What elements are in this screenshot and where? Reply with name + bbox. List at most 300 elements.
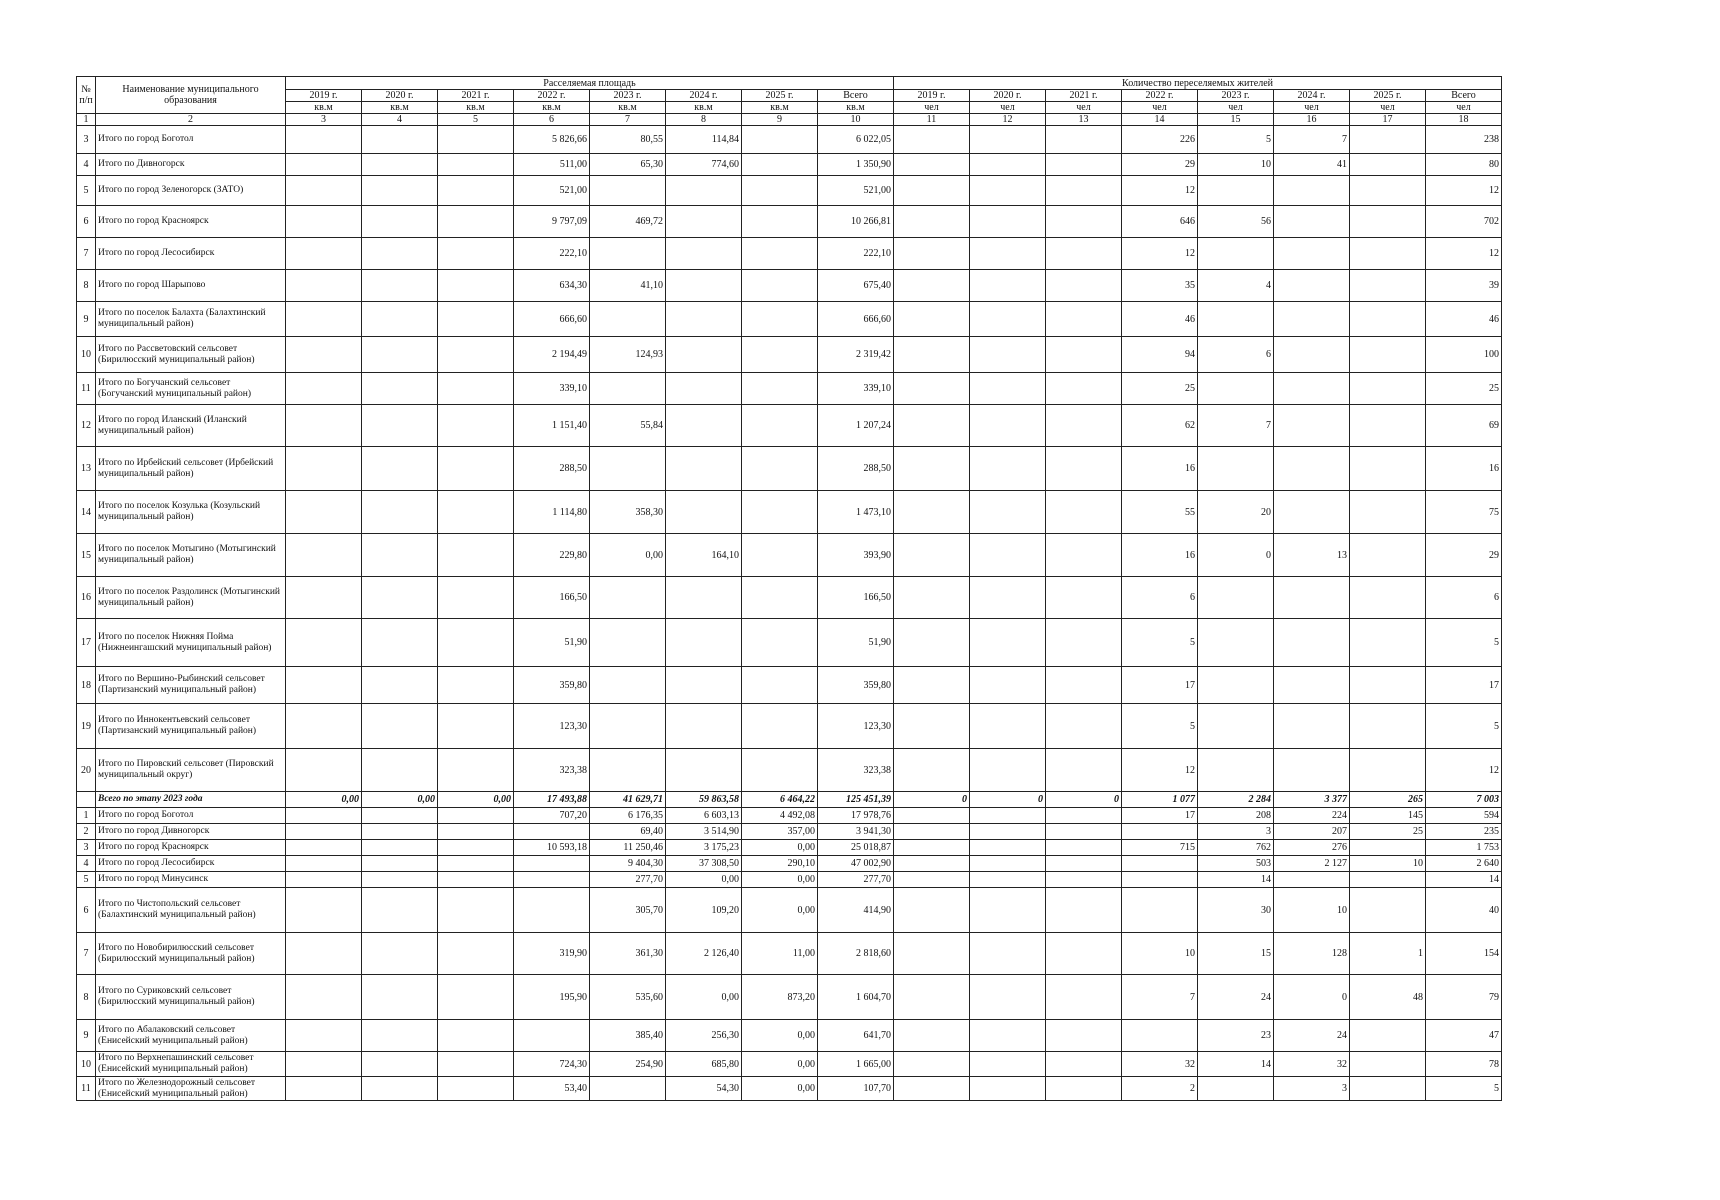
area-value: 385,40 [590, 1020, 666, 1052]
people-value [970, 176, 1046, 206]
people-value [1350, 405, 1426, 447]
people-value: 12 [1122, 238, 1198, 270]
people-value: 14 [1198, 1052, 1274, 1077]
area-value: 359,80 [514, 667, 590, 704]
area-value [362, 1077, 438, 1101]
column-index: 9 [742, 114, 818, 126]
area-value [286, 302, 362, 337]
municipality-name: Итого по город Красноярск [96, 206, 286, 238]
area-value [742, 577, 818, 619]
area-value: 10 593,18 [514, 840, 590, 856]
column-index: 6 [514, 114, 590, 126]
people-value: 14 [1426, 872, 1502, 888]
municipality-name: Итого по город Красноярск [96, 840, 286, 856]
people-value: 12 [1426, 749, 1502, 792]
people-value [1198, 704, 1274, 749]
area-value: 0,00 [742, 1020, 818, 1052]
year-header: 2021 г. [438, 90, 514, 102]
row-number: 15 [77, 534, 96, 577]
table-row [77, 840, 1502, 856]
area-value [742, 337, 818, 373]
people-value: 12 [1122, 176, 1198, 206]
people-value [1198, 1077, 1274, 1101]
area-value [362, 808, 438, 824]
area-value [286, 238, 362, 270]
municipality-name: Итого по город Лесосибирск [96, 238, 286, 270]
people-value: 3 [1274, 1077, 1350, 1101]
area-value: 724,30 [514, 1052, 590, 1077]
people-value: 5 [1426, 1077, 1502, 1101]
people-value: 32 [1122, 1052, 1198, 1077]
people-value: 10 [1198, 154, 1274, 176]
area-value [286, 704, 362, 749]
people-value [970, 808, 1046, 824]
people-value: 3 377 [1274, 792, 1350, 808]
column-index: 2 [96, 114, 286, 126]
people-value [970, 824, 1046, 840]
area-value: 6 603,13 [666, 808, 742, 824]
area-value: 123,30 [818, 704, 894, 749]
area-value [514, 872, 590, 888]
table-row [77, 749, 1502, 792]
people-value [1046, 534, 1122, 577]
year-header: 2023 г. [590, 90, 666, 102]
area-value: 195,90 [514, 975, 590, 1020]
people-value [1046, 206, 1122, 238]
area-value: 393,90 [818, 534, 894, 577]
people-value [1046, 337, 1122, 373]
row-number: 2 [77, 824, 96, 840]
area-value [286, 206, 362, 238]
unit-header: кв.м [514, 102, 590, 114]
people-value [1046, 1077, 1122, 1101]
area-value [438, 405, 514, 447]
people-value [1046, 270, 1122, 302]
table-row [77, 1052, 1502, 1077]
area-value: 222,10 [514, 238, 590, 270]
people-value [1046, 405, 1122, 447]
area-value: 0,00 [742, 872, 818, 888]
people-value [894, 126, 970, 154]
area-value: 164,10 [666, 534, 742, 577]
year-header: 2020 г. [362, 90, 438, 102]
people-value: 646 [1122, 206, 1198, 238]
people-value [1274, 373, 1350, 405]
area-value: 1 604,70 [818, 975, 894, 1020]
unit-header: чел [1122, 102, 1198, 114]
table-row [77, 302, 1502, 337]
people-value: 12 [1122, 749, 1198, 792]
area-value [666, 405, 742, 447]
people-value: 17 [1426, 667, 1502, 704]
people-value [1046, 749, 1122, 792]
area-value: 1 665,00 [818, 1052, 894, 1077]
area-value: 357,00 [742, 824, 818, 840]
people-value [1046, 1020, 1122, 1052]
area-value: 2 194,49 [514, 337, 590, 373]
area-value [286, 577, 362, 619]
unit-header: чел [1426, 102, 1502, 114]
people-value [1350, 888, 1426, 933]
people-value [1046, 824, 1122, 840]
area-value [666, 337, 742, 373]
people-value: 39 [1426, 270, 1502, 302]
people-value [970, 1052, 1046, 1077]
people-value [1274, 405, 1350, 447]
area-value [438, 840, 514, 856]
area-value [362, 577, 438, 619]
people-value [1122, 1020, 1198, 1052]
year-header: 2025 г. [1350, 90, 1426, 102]
people-value: 29 [1426, 534, 1502, 577]
area-value [666, 704, 742, 749]
municipality-name: Итого по Рассветовский сельсовет (Бирилюсский муниципальный район) [96, 337, 286, 373]
area-value [286, 808, 362, 824]
area-value [590, 577, 666, 619]
people-value: 7 [1274, 126, 1350, 154]
people-value: 0 [1274, 975, 1350, 1020]
group-people-header: Количество переселяемых жителей [894, 77, 1502, 90]
table-row [77, 447, 1502, 491]
column-index: 8 [666, 114, 742, 126]
area-value [286, 373, 362, 405]
row-number: 20 [77, 749, 96, 792]
people-value [1198, 176, 1274, 206]
people-value [894, 704, 970, 749]
municipality-name: Итого по Пировский сельсовет (Пировский муниципальный округ) [96, 749, 286, 792]
col-name-header: Наименование муниципального образования [96, 77, 286, 114]
people-value: 5 [1198, 126, 1274, 154]
people-value: 80 [1426, 154, 1502, 176]
people-value: 41 [1274, 154, 1350, 176]
table-total-row [77, 792, 1502, 808]
people-value: 46 [1122, 302, 1198, 337]
area-value [286, 270, 362, 302]
area-value: 288,50 [514, 447, 590, 491]
people-value [970, 872, 1046, 888]
people-value: 25 [1350, 824, 1426, 840]
people-value [1274, 704, 1350, 749]
area-value: 10 266,81 [818, 206, 894, 238]
area-value [666, 206, 742, 238]
area-value [438, 808, 514, 824]
row-number: 11 [77, 1077, 96, 1101]
people-value [970, 534, 1046, 577]
table-row [77, 491, 1502, 534]
people-value [970, 619, 1046, 667]
area-value: 359,80 [818, 667, 894, 704]
people-value: 13 [1274, 534, 1350, 577]
table-row [77, 1077, 1502, 1101]
table-body [77, 126, 1502, 1101]
area-value: 0,00 [666, 975, 742, 1020]
people-value [1350, 1077, 1426, 1101]
people-value [970, 888, 1046, 933]
column-index: 3 [286, 114, 362, 126]
people-value [970, 126, 1046, 154]
unit-header: кв.м [818, 102, 894, 114]
people-value: 0 [1046, 792, 1122, 808]
area-value [590, 667, 666, 704]
area-value: 123,30 [514, 704, 590, 749]
people-value [1198, 749, 1274, 792]
area-value: 323,38 [818, 749, 894, 792]
municipality-name: Итого по город Минусинск [96, 872, 286, 888]
people-value [1198, 373, 1274, 405]
people-value: 62 [1122, 405, 1198, 447]
table-row [77, 176, 1502, 206]
people-value: 30 [1198, 888, 1274, 933]
year-header: 2024 г. [666, 90, 742, 102]
row-number: 4 [77, 856, 96, 872]
people-value [1122, 856, 1198, 872]
people-value [1198, 302, 1274, 337]
area-value: 222,10 [818, 238, 894, 270]
people-value [970, 856, 1046, 872]
municipality-name: Итого по Вершино-Рыбинский сельсовет (Партизанский муниципальный район) [96, 667, 286, 704]
people-value: 55 [1122, 491, 1198, 534]
people-value: 10 [1274, 888, 1350, 933]
municipality-name: Итого по Абалаковский сельсовет (Енисейский муниципальный район) [96, 1020, 286, 1052]
people-value [894, 808, 970, 824]
area-value: 25 018,87 [818, 840, 894, 856]
area-value [362, 206, 438, 238]
area-value [362, 126, 438, 154]
people-value [1046, 856, 1122, 872]
area-value [590, 704, 666, 749]
people-value: 715 [1122, 840, 1198, 856]
people-value: 10 [1350, 856, 1426, 872]
people-value [1122, 872, 1198, 888]
people-value [970, 302, 1046, 337]
area-value: 229,80 [514, 534, 590, 577]
people-value [894, 933, 970, 975]
area-value [590, 1077, 666, 1101]
area-value: 1 114,80 [514, 491, 590, 534]
people-value: 79 [1426, 975, 1502, 1020]
people-value: 5 [1122, 619, 1198, 667]
row-number: 3 [77, 126, 96, 154]
municipality-name: Итого по Железнодорожный сельсовет (Енисейский муниципальный район) [96, 1077, 286, 1101]
people-value [1350, 206, 1426, 238]
municipality-name: Итого по Дивногорск [96, 154, 286, 176]
area-value [438, 856, 514, 872]
people-value: 25 [1122, 373, 1198, 405]
people-value [1350, 840, 1426, 856]
column-index: 14 [1122, 114, 1198, 126]
area-value [286, 667, 362, 704]
area-value [666, 447, 742, 491]
area-value [438, 373, 514, 405]
table-row [77, 704, 1502, 749]
area-value: 277,70 [818, 872, 894, 888]
area-value [286, 856, 362, 872]
table-row [77, 337, 1502, 373]
people-value [894, 872, 970, 888]
people-value [1350, 704, 1426, 749]
column-index: 1 [77, 114, 96, 126]
people-value: 17 [1122, 667, 1198, 704]
people-value [894, 1052, 970, 1077]
people-value: 235 [1426, 824, 1502, 840]
area-value [286, 888, 362, 933]
area-value: 9 797,09 [514, 206, 590, 238]
area-value: 69,40 [590, 824, 666, 840]
people-value [894, 619, 970, 667]
area-value [362, 933, 438, 975]
row-number: 13 [77, 447, 96, 491]
people-value: 12 [1426, 238, 1502, 270]
year-header: 2022 г. [514, 90, 590, 102]
area-value [438, 749, 514, 792]
table-row [77, 824, 1502, 840]
people-value [1046, 872, 1122, 888]
people-value [970, 154, 1046, 176]
table-row [77, 975, 1502, 1020]
area-value: 80,55 [590, 126, 666, 154]
people-value [894, 975, 970, 1020]
people-value [894, 154, 970, 176]
people-value: 5 [1426, 704, 1502, 749]
area-value: 256,30 [666, 1020, 742, 1052]
people-value [970, 238, 1046, 270]
unit-header: кв.м [438, 102, 514, 114]
area-value: 3 175,23 [666, 840, 742, 856]
year-header: 2023 г. [1198, 90, 1274, 102]
municipality-name: Итого по поселок Нижняя Пойма (Нижнеингашский муниципальный район) [96, 619, 286, 667]
municipality-name: Итого по город Боготол [96, 808, 286, 824]
area-value: 11,00 [742, 933, 818, 975]
area-value [362, 176, 438, 206]
area-value: 707,20 [514, 808, 590, 824]
column-index: 11 [894, 114, 970, 126]
people-value: 207 [1274, 824, 1350, 840]
area-value [438, 238, 514, 270]
people-value: 276 [1274, 840, 1350, 856]
column-index: 18 [1426, 114, 1502, 126]
people-value [970, 577, 1046, 619]
table-row [77, 206, 1502, 238]
row-number: 4 [77, 154, 96, 176]
people-value [1274, 619, 1350, 667]
people-value [1274, 577, 1350, 619]
people-value [1046, 373, 1122, 405]
area-value [286, 749, 362, 792]
people-value [894, 856, 970, 872]
area-value: 666,60 [514, 302, 590, 337]
area-value [666, 619, 742, 667]
table-row [77, 373, 1502, 405]
people-value [970, 704, 1046, 749]
municipality-name: Итого по поселок Балахта (Балахтинский муниципальный район) [96, 302, 286, 337]
people-value: 0 [970, 792, 1046, 808]
year-header: 2021 г. [1046, 90, 1122, 102]
area-value [286, 154, 362, 176]
area-value: 290,10 [742, 856, 818, 872]
area-value: 3 514,90 [666, 824, 742, 840]
area-value [742, 447, 818, 491]
row-number: 5 [77, 176, 96, 206]
people-value: 154 [1426, 933, 1502, 975]
column-index: 5 [438, 114, 514, 126]
area-value: 0,00 [590, 534, 666, 577]
area-value [742, 176, 818, 206]
table-header [77, 77, 1502, 126]
area-value [286, 405, 362, 447]
table-row [77, 534, 1502, 577]
area-value: 0,00 [362, 792, 438, 808]
people-value: 128 [1274, 933, 1350, 975]
people-value [1274, 872, 1350, 888]
area-value [514, 856, 590, 872]
people-value: 14 [1198, 872, 1274, 888]
unit-header: кв.м [666, 102, 742, 114]
column-index: 17 [1350, 114, 1426, 126]
people-value [1046, 577, 1122, 619]
area-value [438, 534, 514, 577]
area-value [286, 534, 362, 577]
area-value [590, 238, 666, 270]
area-value: 0,00 [742, 1077, 818, 1101]
people-value [970, 667, 1046, 704]
people-value: 16 [1122, 447, 1198, 491]
area-value [666, 667, 742, 704]
area-value [286, 824, 362, 840]
area-value [590, 749, 666, 792]
area-value [438, 1077, 514, 1101]
area-value [286, 975, 362, 1020]
area-value: 51,90 [818, 619, 894, 667]
people-value [1274, 238, 1350, 270]
area-value: 4 492,08 [742, 808, 818, 824]
area-value [362, 888, 438, 933]
people-value [1350, 577, 1426, 619]
people-value [1350, 176, 1426, 206]
column-index: 13 [1046, 114, 1122, 126]
people-value: 2 127 [1274, 856, 1350, 872]
people-value: 5 [1426, 619, 1502, 667]
municipality-name: Итого по город Лесосибирск [96, 856, 286, 872]
people-value: 2 284 [1198, 792, 1274, 808]
area-value: 1 151,40 [514, 405, 590, 447]
unit-header: кв.м [362, 102, 438, 114]
people-value [970, 1077, 1046, 1101]
row-number: 6 [77, 888, 96, 933]
area-value [362, 270, 438, 302]
people-value: 69 [1426, 405, 1502, 447]
area-value: 17 493,88 [514, 792, 590, 808]
people-value: 1 753 [1426, 840, 1502, 856]
area-value [286, 491, 362, 534]
people-value [1046, 491, 1122, 534]
people-value [894, 824, 970, 840]
area-value: 11 250,46 [590, 840, 666, 856]
people-value: 32 [1274, 1052, 1350, 1077]
row-number: 19 [77, 704, 96, 749]
area-value [438, 126, 514, 154]
people-value [1350, 373, 1426, 405]
area-value [666, 373, 742, 405]
people-value [1122, 888, 1198, 933]
row-number: 6 [77, 206, 96, 238]
area-value: 37 308,50 [666, 856, 742, 872]
area-value: 9 404,30 [590, 856, 666, 872]
column-index: 15 [1198, 114, 1274, 126]
area-value [438, 154, 514, 176]
area-value: 339,10 [514, 373, 590, 405]
people-value [1046, 667, 1122, 704]
people-value [1350, 238, 1426, 270]
